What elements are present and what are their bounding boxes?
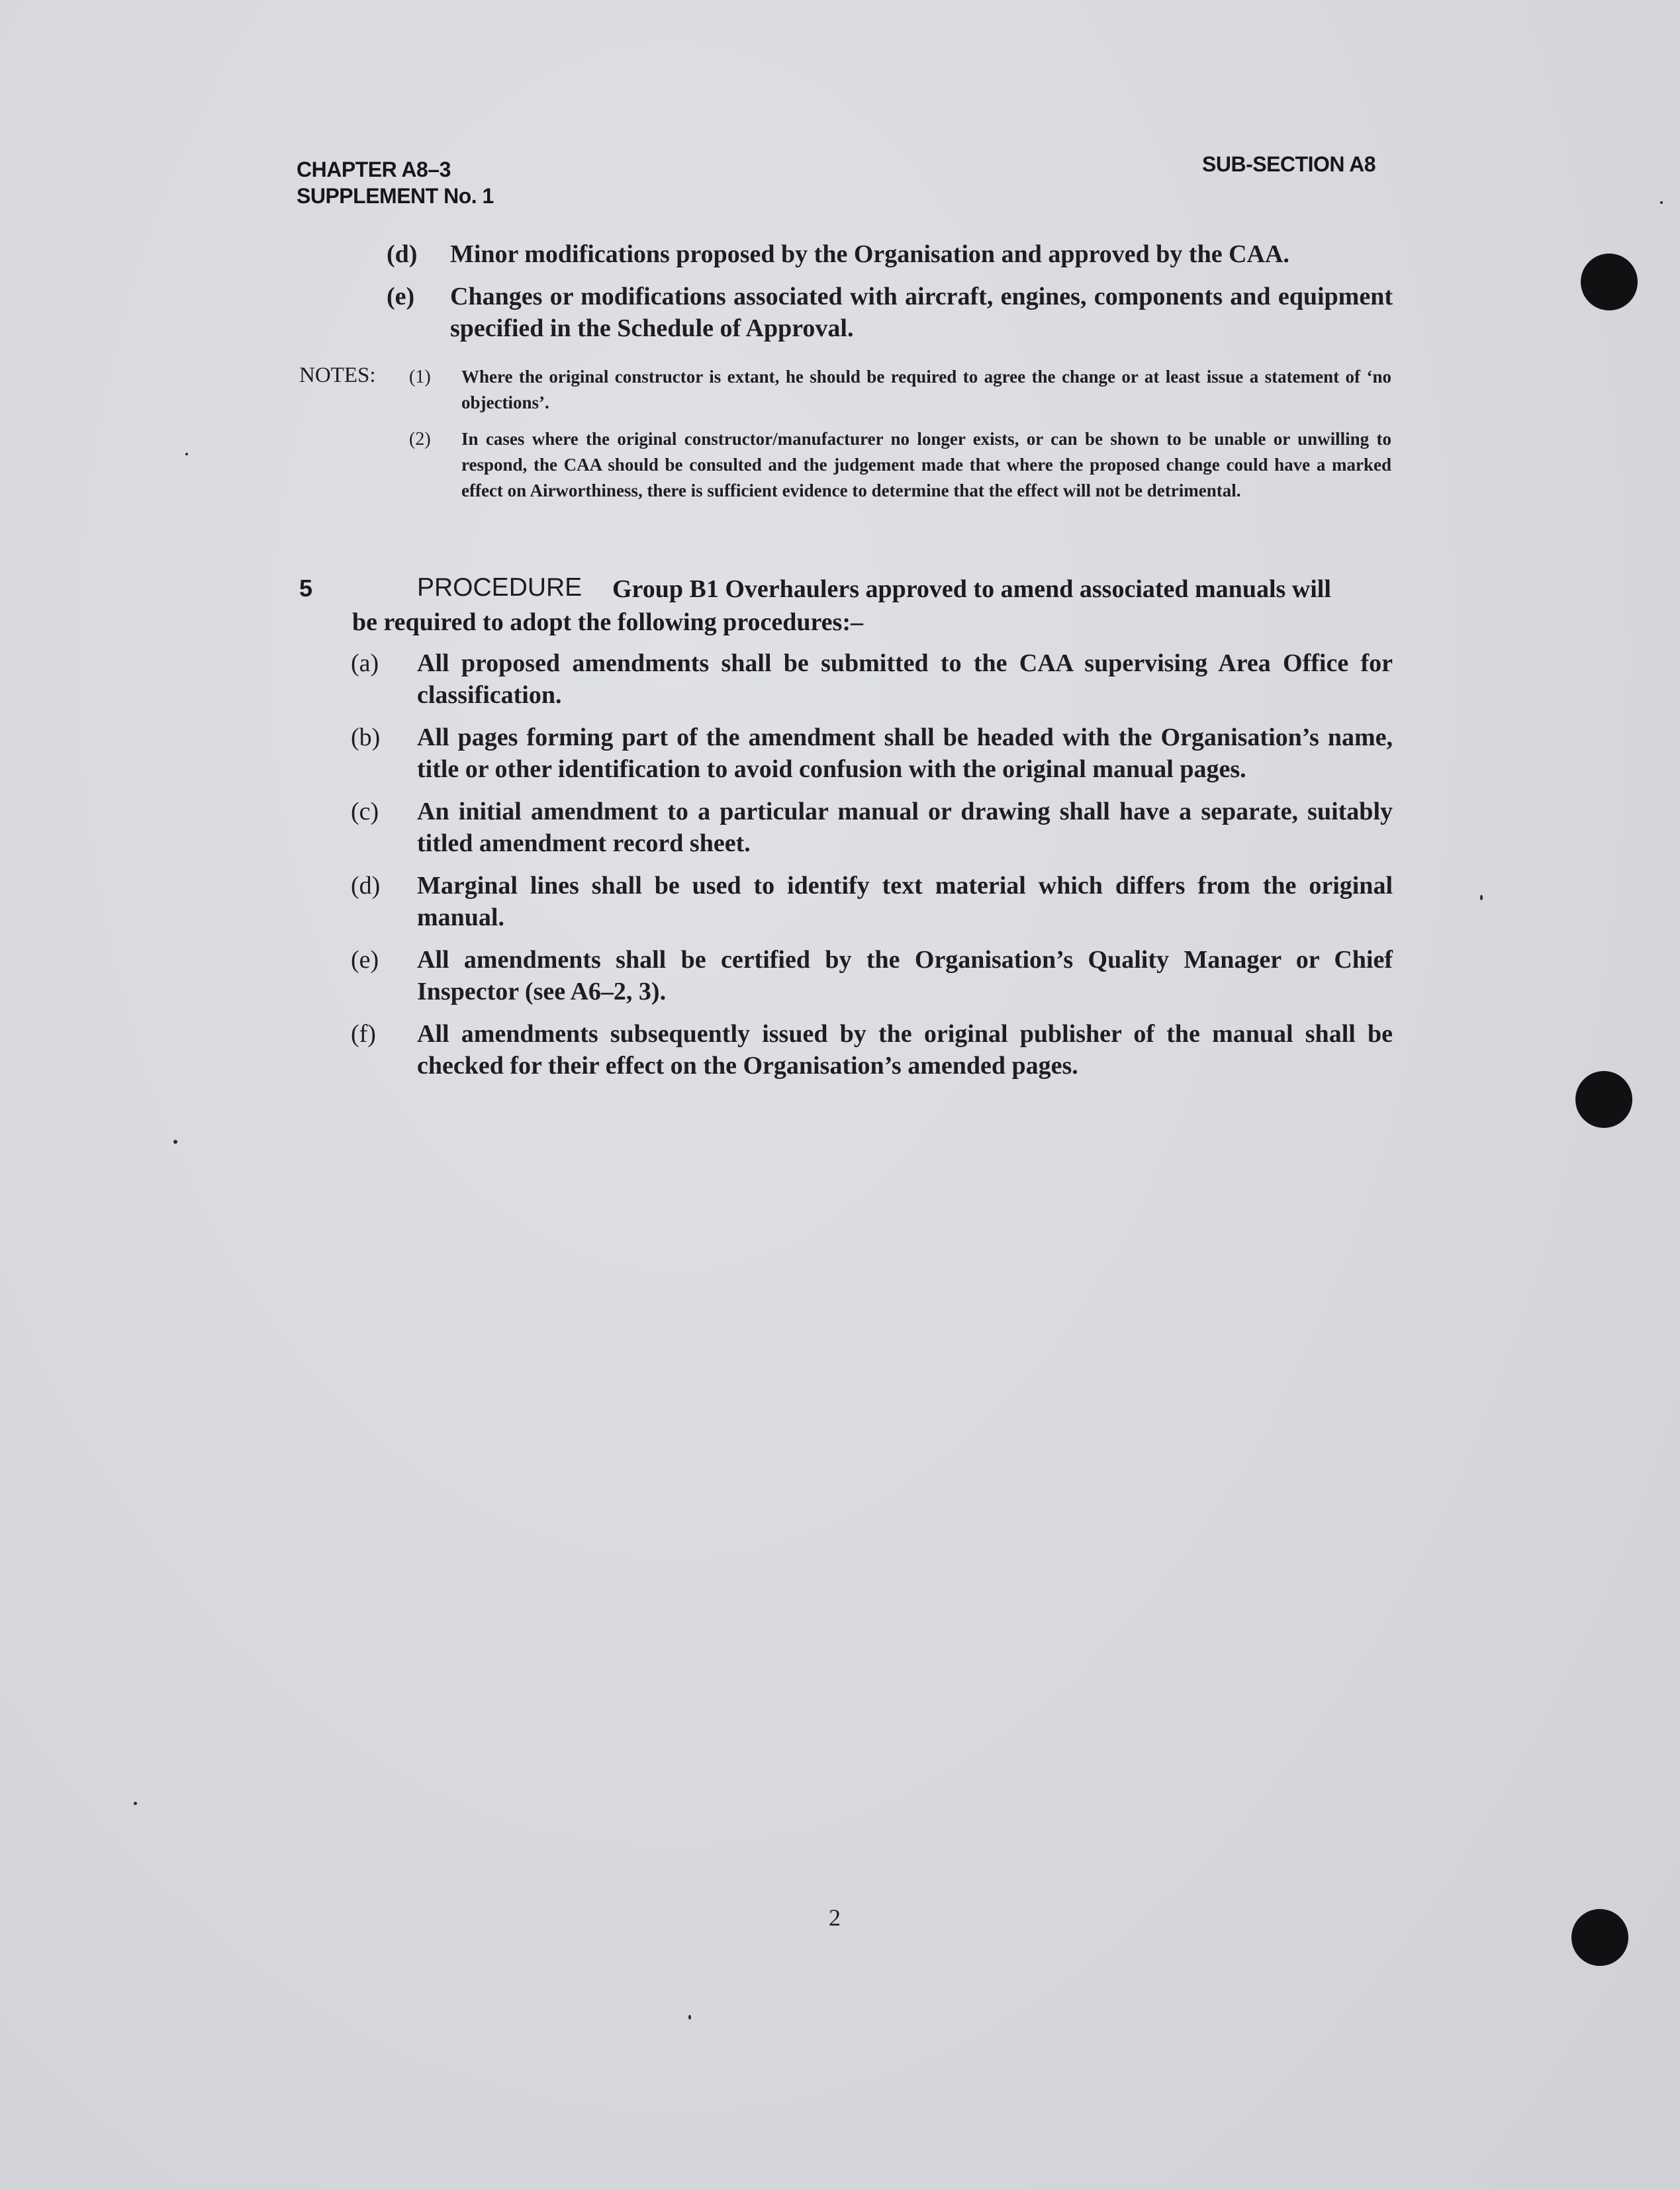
scan-speck [185, 453, 188, 455]
item-text: All pages forming part of the amendment shall be headed with the Organisation’s name, title or other identification to avoid confusion with the original manual pages. [417, 723, 1393, 783]
item-text: All amendments shall be certified by the Organisation’s Quality Manager or Chief Inspector (see A6–2, 3). [417, 946, 1393, 1005]
item-label: (e) [351, 946, 379, 974]
section-intro: Group B1 Overhaulers approved to amend associated manuals will [612, 575, 1331, 603]
binder-hole [1581, 254, 1638, 310]
section-number: 5 [299, 575, 313, 602]
binder-hole [1575, 1071, 1632, 1128]
item-label: (f) [351, 1020, 376, 1048]
item-label: (a) [351, 649, 379, 677]
item-text: An initial amendment to a particular manual or drawing shall have a separate, suitably titled amendment record sheet. [417, 798, 1393, 857]
scan-speck [173, 1140, 177, 1144]
item-text: Changes or modifications associated with aircraft, engines, components and equipment specified in the Schedule of Approval. [450, 283, 1393, 342]
chapter-label: CHAPTER A8–3 [297, 158, 451, 181]
note-number: (2) [409, 429, 431, 449]
scan-speck [1480, 895, 1483, 900]
scan-speck [688, 2015, 691, 2020]
note-number: (1) [409, 367, 431, 387]
supplement-label: SUPPLEMENT No. 1 [297, 184, 494, 208]
header-left [297, 156, 494, 209]
item-text: All proposed amendments shall be submitted to the CAA supervising Area Office for classification. [417, 649, 1393, 709]
item-label: (c) [351, 798, 379, 825]
item-label: (e) [387, 283, 415, 310]
note-text: Where the original constructor is extant, he should be required to agree the change or at least issue a statement of ‘no objections’. [461, 367, 1391, 412]
scan-speck [134, 1802, 137, 1805]
notes-heading: NOTES: [299, 363, 376, 387]
item-text: Marginal lines shall be used to identify text material which differs from the original manual. [417, 872, 1393, 931]
binder-hole [1571, 1909, 1628, 1966]
item-text: Minor modifications proposed by the Organisation and approved by the CAA. [450, 240, 1289, 268]
note-text: In cases where the original constructor/manufacturer no longer exists, or can be shown to be unable or unwilling to respond, the CAA should be consulted and the judgement made that where the proposed change could have a marked effect on Airworthiness, there is sufficient evidence to determine that the effect will not be detrimental. [461, 429, 1391, 500]
subsection-label: SUB-SECTION A8 [1202, 152, 1376, 176]
item-label: (d) [351, 872, 381, 900]
item-label: (d) [387, 240, 418, 268]
item-label: (b) [351, 723, 381, 751]
scan-speck [1660, 201, 1663, 204]
section-heading: PROCEDURE [417, 573, 583, 602]
item-text: All amendments subsequently issued by the original publisher of the manual shall be checked for their effect on the Organisation’s amended pages. [417, 1020, 1393, 1080]
section-intro-continued: be required to adopt the following procedures:– [352, 608, 863, 636]
page-number: 2 [829, 1904, 841, 1931]
